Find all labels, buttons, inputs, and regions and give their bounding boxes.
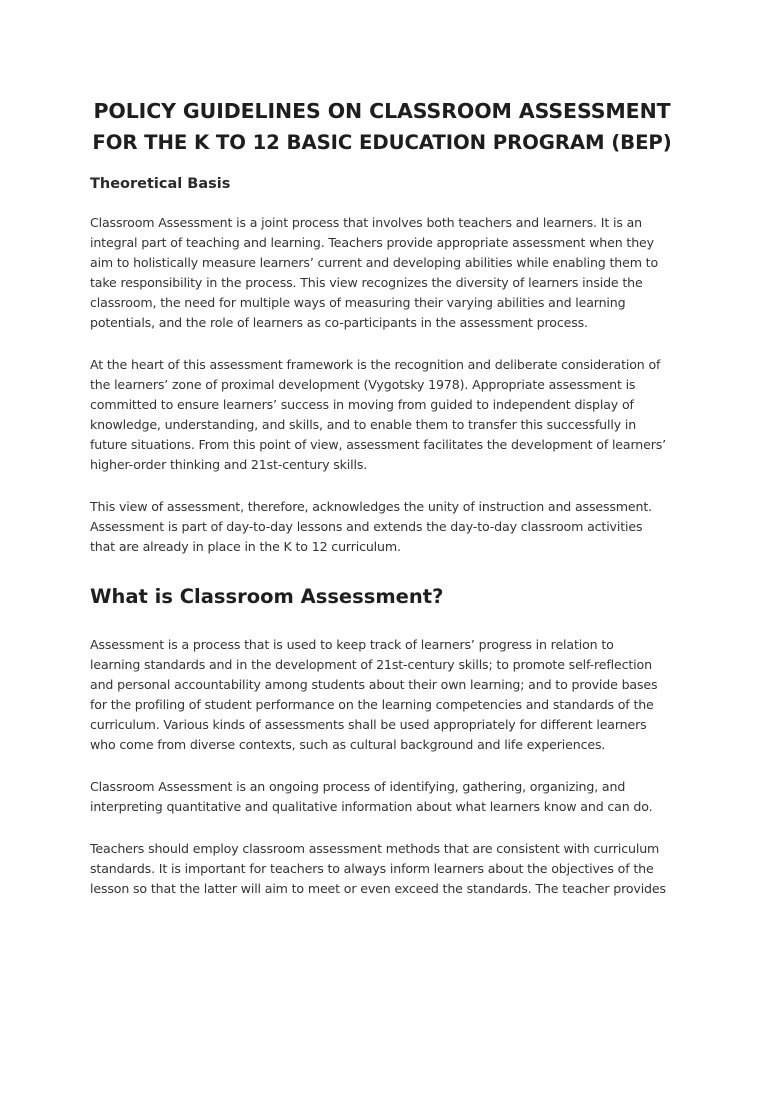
text-line: for the profiling of student performance on the learning competencies and standards of the [90,697,654,712]
text-line: that are already in place in the K to 12 curriculum. [90,539,401,554]
text-line: integral part of teaching and learning. Teachers provide appropriate assessment when they [90,235,654,250]
what-is-paragraph-1 [90,635,674,755]
text-line: At the heart of this assessment framework is the recognition and deliberate consideration of [90,357,661,372]
what-is-paragraph-3 [90,839,674,899]
text-line: future situations. From this point of view, assessment facilitates the development of learners’ [90,437,666,452]
text-line: Assessment is part of day-to-day lessons and extends the day-to-day classroom activities [90,519,643,534]
text-line: Teachers should employ classroom assessment methods that are consistent with curriculum [90,841,660,856]
text-line: knowledge, understanding, and skills, and to enable them to transfer this successfully in [90,417,637,432]
what-is-classroom-assessment-heading: What is Classroom Assessment? [90,585,444,608]
document-page [0,96,768,1120]
document-title-line-2: FOR THE K TO 12 BASIC EDUCATION PROGRAM (BEP) [92,131,672,154]
text-line: higher-order thinking and 21st-century skills. [90,457,368,472]
theoretical-basis-paragraph-3 [90,497,674,557]
text-line: lesson so that the latter will aim to meet or even exceed the standards. The teacher provides [90,881,666,896]
text-line: potentials, and the role of learners as co-participants in the assessment process. [90,315,588,330]
text-line: take responsibility in the process. This view recognizes the diversity of learners inside the [90,275,643,290]
theoretical-basis-heading: Theoretical Basis [90,176,231,192]
text-line: and personal accountability among students about their own learning; and to provide bases [90,677,658,692]
text-line: who come from diverse contexts, such as cultural background and life experiences. [90,737,606,752]
text-line: committed to ensure learners’ success in moving from guided to independent display of [90,397,634,412]
text-line: interpreting quantitative and qualitative information about what learners know and can do. [90,799,653,814]
text-line: aim to holistically measure learners’ current and developing abilities while enabling them to [90,255,659,270]
text-line: standards. It is important for teachers to always inform learners about the objectives of the [90,861,654,876]
text-line: classroom, the need for multiple ways of measuring their varying abilities and learning [90,295,626,310]
text-line: the learners’ zone of proximal development (Vygotsky 1978). Appropriate assessment is [90,377,636,392]
text-line: learning standards and in the development of 21st-century skills; to promote self-reflection [90,657,652,672]
theoretical-basis-paragraph-2 [90,355,674,475]
text-line: This view of assessment, therefore, acknowledges the unity of instruction and assessment. [90,499,652,514]
document-title-line-1: POLICY GUIDELINES ON CLASSROOM ASSESSMENT [93,99,671,123]
document-title [90,96,674,158]
text-line: Assessment is a process that is used to keep track of learners’ progress in relation to [90,637,614,652]
text-line: curriculum. Various kinds of assessments shall be used appropriately for different learners [90,717,647,732]
text-line: Classroom Assessment is an ongoing process of identifying, gathering, organizing, and [90,779,626,794]
theoretical-basis-paragraph-1 [90,213,674,333]
what-is-paragraph-2 [90,777,674,817]
text-line: Classroom Assessment is a joint process that involves both teachers and learners. It is an [90,215,642,230]
